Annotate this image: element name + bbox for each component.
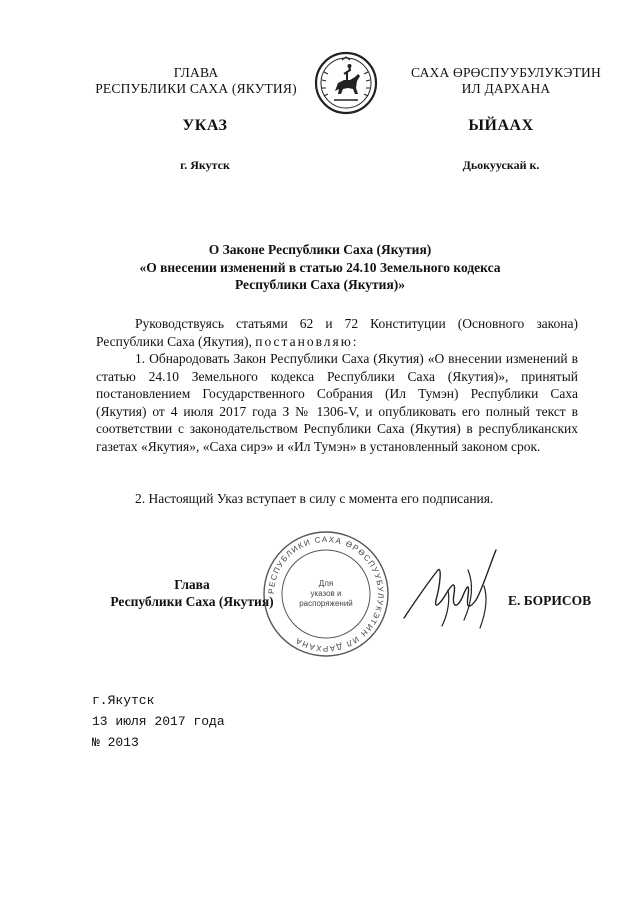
decree-subject [60, 241, 580, 294]
stamp-center-line3: распоряжений [299, 599, 353, 608]
header-right [388, 65, 624, 97]
signature-position-line2: Республики Саха (Якутия) [110, 594, 274, 609]
signatory-name: Е. БОРИСОВ [508, 593, 592, 608]
handwritten-signature [396, 540, 516, 640]
intro-text: Руководствуясь статьями 62 и 72 Конституции (Основного закона) Республики Саха (Якутия), [96, 316, 578, 349]
subject-line1: О Законе Республики Саха (Якутия) [208, 242, 432, 257]
place-right: Дьокуускай к. [462, 158, 540, 172]
header-left-line2: РЕСПУБЛИКИ САХА (ЯКУТИЯ) [95, 81, 297, 96]
stamp-center-line2: указов и [310, 589, 342, 598]
stamp-center-line1: Для [318, 579, 334, 588]
footer-city: г.Якутск [92, 693, 155, 708]
intro-paragraph [96, 315, 578, 350]
footer-number: № 2013 [92, 735, 139, 750]
decree-title-ru: УКАЗ [182, 117, 228, 134]
signature-position-line1: Глава [174, 577, 210, 592]
stamp-ring-text: РЕСПУБЛИКИ САХА ӨРӨСПУУБУЛУКЭТИН ИЛ ДАРХАНА [266, 534, 386, 654]
header-left-line1: ГЛАВА [173, 65, 219, 80]
coat-of-arms-emblem [314, 50, 378, 116]
item-2: 2. Настоящий Указ вступает в силу с момента его подписания. [135, 491, 494, 506]
header-right-line2: ИЛ ДАРХАНА [461, 81, 551, 96]
header-left [78, 65, 314, 97]
header-right-line1: САХА ӨРӨСПУУБУЛУКЭТИН [411, 65, 601, 80]
subject-line2: «О внесении изменений в статью 24.10 Земельного кодекса [139, 259, 501, 275]
signature-position [92, 576, 292, 610]
subject-line3: Республики Саха (Якутия)» [234, 277, 405, 292]
footer-block [92, 690, 332, 753]
place-left: г. Якутск [180, 158, 230, 172]
footer-date: 13 июля 2017 года [92, 714, 225, 729]
item-1: 1. Обнародовать Закон Республики Саха (Якутия) «О внесении изменений в статью 24.10 Земельного кодекса Республики Саха (Якутия)», принятый постановлением Государственного Собрания (Ил Тумэн) Республики Саха (Якутия) от 4 июля 2017 года З № 1306-V, и опубликовать его полный текст в соответствии с законодательством Республики Саха (Якутия) в республиканских газетах «Якутия», «Саха сирэ» и «Ил Тумэн» в установленный законом срок. [96, 351, 578, 454]
decree-title-sakha: ЫЙААХ [468, 117, 534, 134]
intro-keyword: постановляю: [255, 333, 359, 349]
